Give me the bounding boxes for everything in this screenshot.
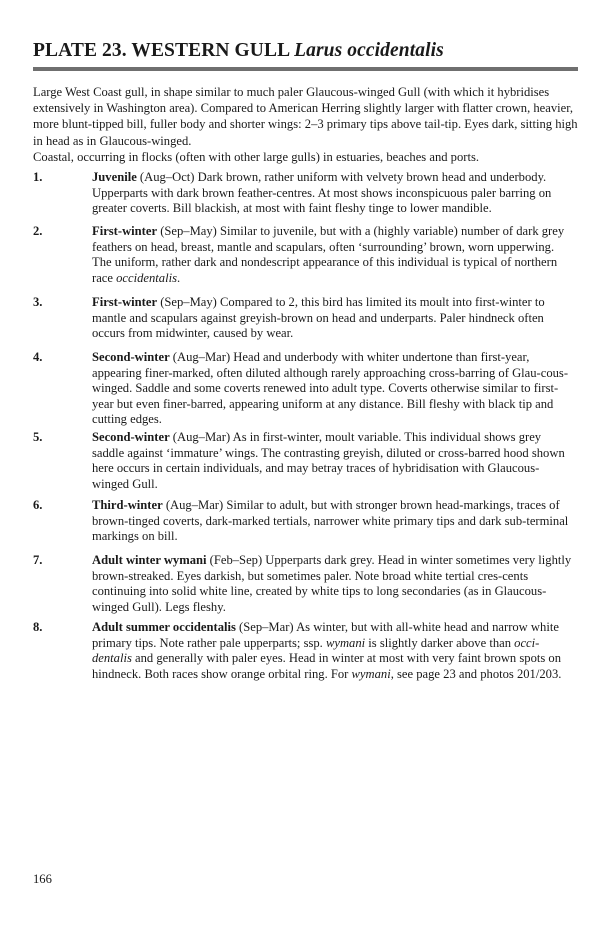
entry-heading: Juvenile <box>92 170 137 184</box>
entry-description: (Feb–Sep) Upperparts dark grey. Head in winter sometimes very lightly brown-streaked. Eyes darkish, but sometimes paler. Note broad white tertial cres-cents continuing into solid white line, created by white tips to long secondaries (as in Glaucous-winged Gull). Legs fleshy. <box>92 553 572 614</box>
entry-description: (Aug–Mar) Similar to adult, but with stronger brown head-markings, traces of brown-tinged coverts, dark-marked tertials, narrower white primary tips and dark sub-terminal markings on bill. <box>92 498 569 544</box>
entry-number: 4. <box>33 350 43 364</box>
entry-text <box>92 350 574 428</box>
entry-text <box>92 224 574 286</box>
entry-number: 3. <box>33 295 43 309</box>
entry-heading: Second-winter <box>92 430 170 444</box>
entry-number: 2. <box>33 224 43 238</box>
entry-taxon: occidentalis <box>116 270 177 285</box>
entry-description-end: . <box>176 270 181 285</box>
entry-heading: Second-winter <box>92 350 170 364</box>
intro-paragraph-habitat: Coastal, occurring in flocks (often with other large gulls) in estuaries, beaches and ports. <box>33 149 480 164</box>
entry-description: and generally with paler eyes. Head in winter at most with very faint brown spots on hindneck. Both races show orange orbital ring. For <box>92 651 562 681</box>
species-intro <box>33 84 581 165</box>
entry-description: (Aug–Oct) Dark brown, rather uniform with velvety brown head and underbody. Upperparts with dark brown feather-centres. At most shows inconspicuous paler barring on greater coverts. Bill blackish, at most with faint fleshy tinge to lower mandible. <box>92 170 552 216</box>
entry-heading: Third-winter <box>92 498 163 512</box>
entry-text <box>92 553 574 615</box>
entry-number: 6. <box>33 498 43 512</box>
entry-heading: First-winter <box>92 224 158 238</box>
entry-heading: First-winter <box>92 295 158 309</box>
plate-title-scientific: Larus occidentalis <box>294 40 444 61</box>
entry-description-end: , see page 23 and photos 201/203. <box>390 666 562 681</box>
intro-paragraph-description: Large West Coast gull, in shape similar to much paler Glaucous-winged Gull (with which it hybridises extensively in Washington area). Compared to American Herring slightly larger with flatter crown, heavier, more blunt-tipped bill, fuller body and shorter wings: 2–3 primary tips above tail-tip. Eyes dark, sitting high in head as in Glaucous-winged. <box>33 85 578 148</box>
entry-text <box>92 498 574 545</box>
entry-taxon: occi-dentalis <box>92 635 540 666</box>
page-number: 166 <box>33 872 52 886</box>
entry-heading: Adult winter wymani <box>92 553 207 567</box>
entry-text <box>92 620 574 682</box>
entry-description: (Sep–May) Similar to juvenile, but with a (highly variable) number of dark grey feathers on head, breast, mantle and scapulars, often ‘surrounding’ brown, worn upperwing. The uniform, rather dark and nondescript appearance of this individual is typical of northern race <box>92 224 565 285</box>
entry-description: (Sep–May) Compared to 2, this bird has limited its moult into first-winter to mantle and scapulars against greyish-brown on head and underparts. Paler hindneck often occurs from midwinter, caused by wear. <box>92 295 545 341</box>
entry-taxon: wymani <box>351 666 391 681</box>
title-rule <box>33 67 578 71</box>
entry-heading: Adult summer occidentalis <box>92 620 236 634</box>
entry-taxon: wymani <box>325 635 366 650</box>
entry-description: (Sep–Mar) As winter, but with all-white head and narrow white primary tips. Note rather pale upperparts; ssp. <box>92 620 559 650</box>
entry-number: 8. <box>33 620 43 634</box>
entry-description: (Aug–Mar) As in first-winter, moult variable. This individual shows grey saddle against ‘immature’ wings. The contrasting greyish, diluted or cross-barred hood shown here occurs in certain individuals, and may betray traces of hybridisation with Glaucous-winged Gull. <box>92 430 565 491</box>
entry-text <box>92 170 574 217</box>
entry-number: 7. <box>33 553 43 567</box>
plate-title <box>33 40 578 62</box>
entry-number: 5. <box>33 430 43 444</box>
entry-description: (Aug–Mar) Head and underbody with whiter undertone than first-year, appearing finer-marked, often diluted although rarely approaching cross-barring of Glau-cous-winged. Saddle and some coverts renewed into adult type. Coverts otherwise similar to first-year but even finer-barred, appearing uniform at any distance. Bill fleshy with black tip and cutting edges. <box>92 350 569 427</box>
entry-description: is slightly darker above than <box>365 635 515 650</box>
entry-text <box>92 430 574 492</box>
plate-title-common: PLATE 23. WESTERN GULL <box>33 40 290 61</box>
entry-text <box>92 295 574 342</box>
entry-number: 1. <box>33 170 43 184</box>
